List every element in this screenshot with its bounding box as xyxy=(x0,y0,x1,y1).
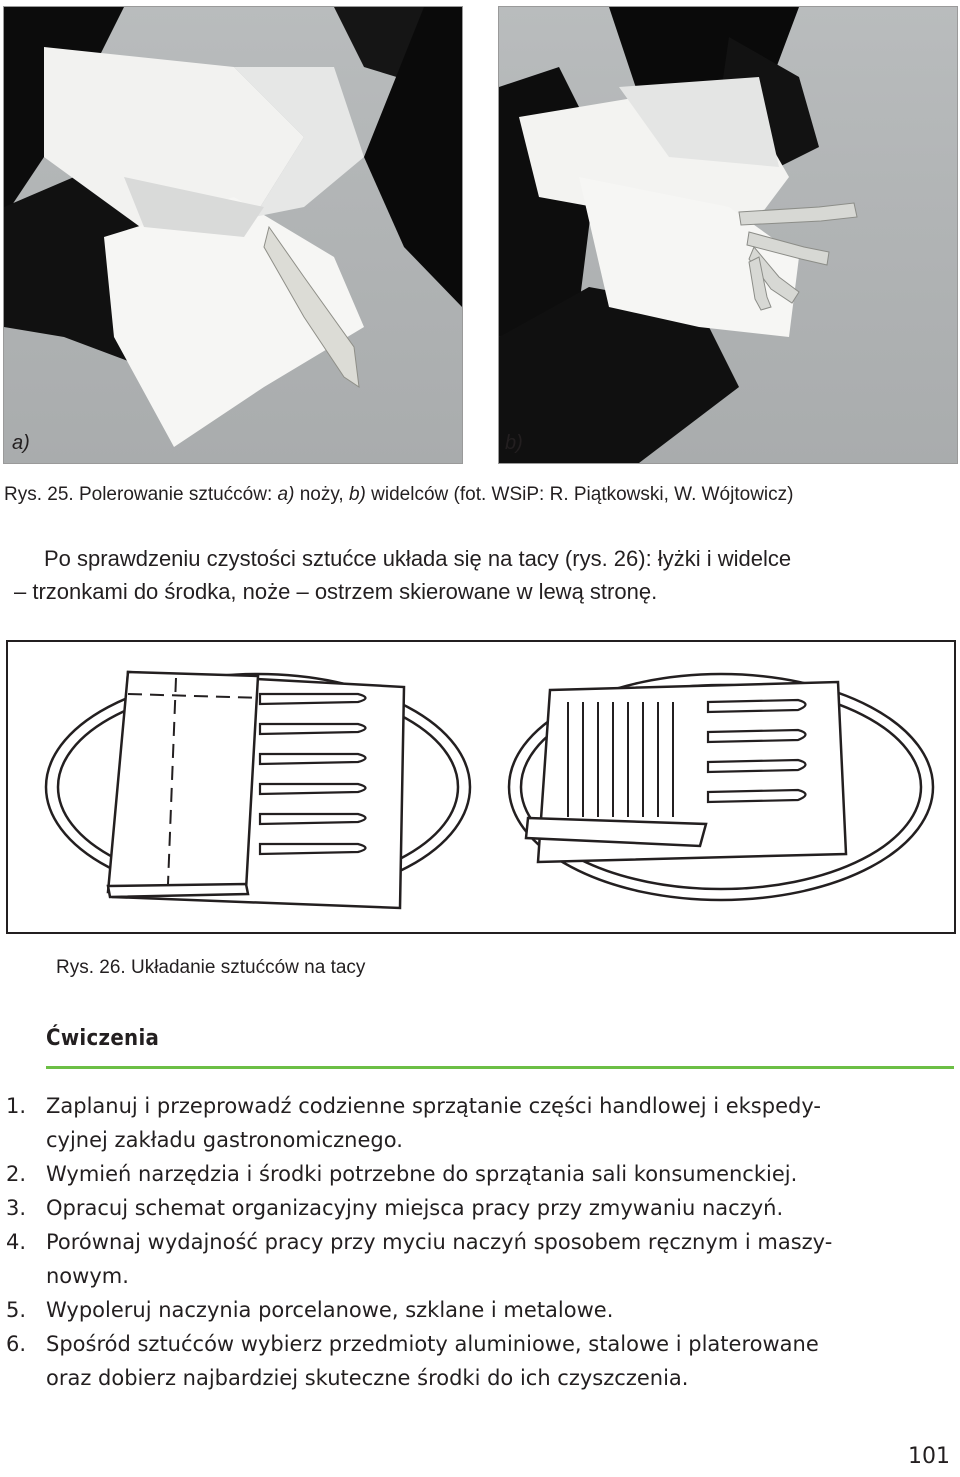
exercise-text-line-1: Wymień narzędzia i środki potrzebne do sprzątania sali konsumenckiej. xyxy=(46,1162,798,1186)
photo-label-b: b) xyxy=(505,432,523,454)
paragraph-line-2: – trzonkami do środka, noże – ostrzem skierowane w lewą stronę. xyxy=(14,579,658,604)
exercise-number: 2. xyxy=(6,1162,27,1186)
exercise-text-line-2: nowym. xyxy=(46,1264,129,1288)
exercise-number: 6. xyxy=(6,1332,27,1356)
exercise-item xyxy=(0,1327,955,1395)
caption-a-text: noży, xyxy=(294,484,349,505)
caption-a: a) xyxy=(277,484,295,505)
exercise-item xyxy=(0,1089,955,1157)
exercise-number: 4. xyxy=(6,1230,27,1254)
figure-26-diagram xyxy=(6,640,956,934)
body-paragraph xyxy=(14,542,954,608)
exercise-text-line-1: Porównaj wydajność pracy przy myciu naczyń sposobem ręcznym i maszy- xyxy=(46,1230,833,1254)
caption-b-text: widelców (fot. WSiP: R. Piątkowski, W. Wójtowicz) xyxy=(365,484,794,505)
exercise-text-line-1: Zaplanuj i przeprowadź codzienne sprzątanie części handlowej i ekspedy- xyxy=(46,1094,821,1118)
exercise-number: 3. xyxy=(6,1196,27,1220)
photo-polishing-knives xyxy=(3,6,463,464)
caption-b: b) xyxy=(348,484,366,505)
section-divider xyxy=(46,1066,954,1069)
photo-polishing-forks xyxy=(498,6,958,464)
figure-25-caption xyxy=(4,484,793,506)
exercise-list xyxy=(0,1089,955,1395)
exercise-text-line-1: Spośród sztućców wybierz przedmioty aluminiowe, stalowe i platerowane xyxy=(46,1332,819,1356)
photo-b-illustration xyxy=(499,7,957,463)
exercises-heading: Ćwiczenia xyxy=(46,1026,160,1051)
page-number: 101 xyxy=(908,1444,950,1469)
photo-a-illustration xyxy=(4,7,462,463)
paragraph-line-1: Po sprawdzeniu czystości sztućce układa się na tacy (rys. 26): łyżki i widelce xyxy=(44,546,792,571)
exercise-item xyxy=(0,1225,955,1293)
exercise-number: 1. xyxy=(6,1094,27,1118)
tray-illustration xyxy=(8,642,954,932)
photo-label-a: a) xyxy=(12,432,30,454)
exercise-number: 5. xyxy=(6,1298,27,1322)
exercise-item xyxy=(0,1191,955,1225)
exercise-text-line-2: oraz dobierz najbardziej skuteczne środki do ich czyszczenia. xyxy=(46,1366,689,1390)
exercise-item xyxy=(0,1157,955,1191)
exercise-text-line-1: Wypoleruj naczynia porcelanowe, szklane i metalowe. xyxy=(46,1298,614,1322)
figure-26-caption: Rys. 26. Układanie sztućców na tacy xyxy=(56,957,366,978)
exercise-item xyxy=(0,1293,955,1327)
exercise-text-line-1: Opracuj schemat organizacyjny miejsca pracy przy zmywaniu naczyń. xyxy=(46,1196,784,1220)
exercise-text-line-2: cyjnej zakładu gastronomicznego. xyxy=(46,1128,403,1152)
caption-prefix: Rys. 25. Polerowanie sztućców: xyxy=(4,484,278,505)
